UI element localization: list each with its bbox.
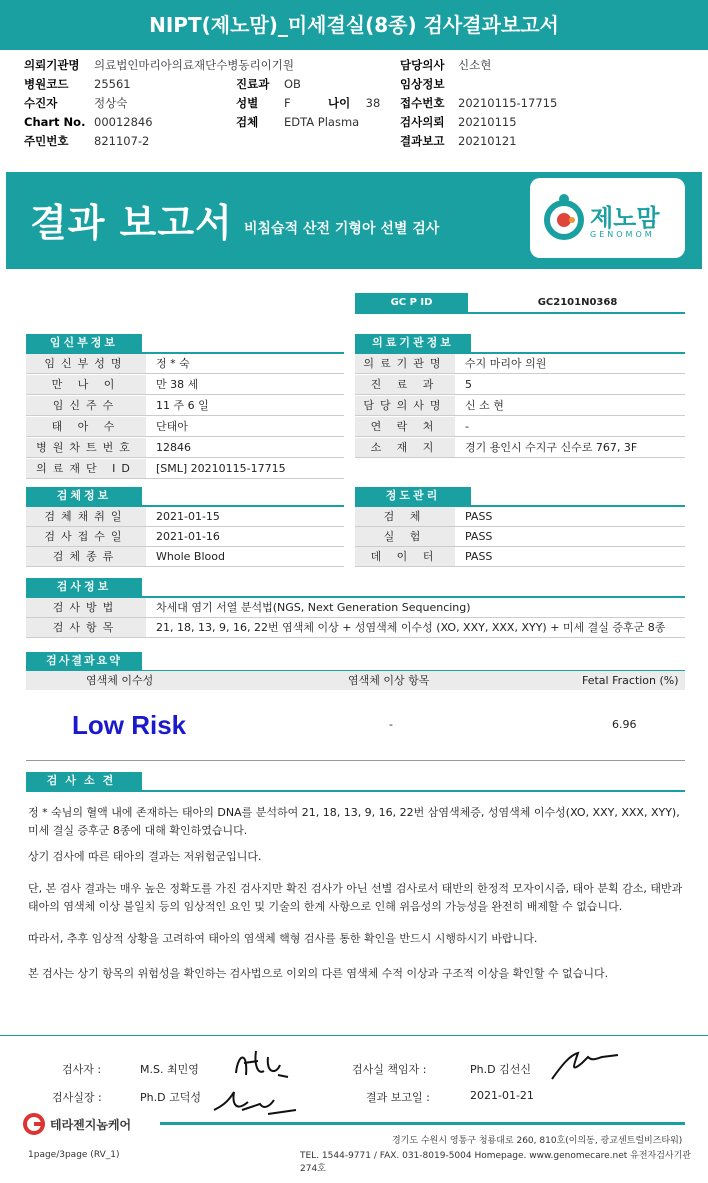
tester-signature xyxy=(228,1045,292,1085)
header-field-value: OB xyxy=(284,77,301,91)
preg-row-label: 병원차트번호 xyxy=(26,438,146,457)
preg-title: 임신부정보 xyxy=(26,334,142,352)
test-row-value: 21, 18, 13, 9, 16, 22번 염색체 이상 + 성염색체 이수성 (XO, XXY, XXX, XYY) + 미세 결실 증후군 8종 xyxy=(156,621,666,634)
tester-label: 검사자 : xyxy=(62,1063,102,1076)
header-field xyxy=(400,56,491,75)
summary-title: 검사결과요약 xyxy=(26,652,142,670)
header-field xyxy=(400,94,557,113)
specimen-row-value: Whole Blood xyxy=(156,550,225,563)
preg-row-label: 임신부성명 xyxy=(26,354,146,373)
header-field xyxy=(24,56,294,75)
inst-row-value: 5 xyxy=(465,378,472,391)
preg-row-value: 정 * 숙 xyxy=(156,357,190,370)
header-field xyxy=(24,94,127,113)
header-field-label: Chart No. xyxy=(24,115,86,129)
inst-row-value: 신 소 현 xyxy=(465,399,504,412)
finding-para-1: 정 * 숙님의 혈액 내에 존재하는 태아의 DNA를 분석하여 21, 18, 13, 9, 16, 22번 삼염색체증, 성염색체 이수성(XO, XXY, XXX, XYY), 미세 결실 증후군 8종에 대해 확인하였습니다. xyxy=(28,806,680,837)
preg-row-label: 태 아 수 xyxy=(26,417,146,436)
finding-para-3: 단, 본 검사 결과는 매우 높은 정확도를 가진 검사지만 확진 검사가 아닌 선별 검사로서 태반의 한정적 모자이시즘, 태아 분획 감소, 태반과 태아의 염색체 이상 불일치 등의 임상적인 요인 및 기술의 한계 사항으로 인해 위음성의 가능성을 완전히 배제할 수 없습니다. xyxy=(28,882,683,913)
inst-row-label: 소 재 지 xyxy=(355,438,455,457)
header-field-value: EDTA Plasma xyxy=(284,115,360,129)
header-field-label: 결과보고 xyxy=(400,134,445,148)
preg-row-label: 만 나 이 xyxy=(26,375,146,394)
specimen-row-label: 검체종류 xyxy=(26,547,146,566)
header-field-value: 00012846 xyxy=(94,115,153,129)
preg-row-value: 만 38 세 xyxy=(156,378,199,391)
preg-row-value: 11 주 6 일 xyxy=(156,399,209,412)
lab-head-name: Ph.D 고덕성 xyxy=(140,1091,201,1104)
header-field xyxy=(236,113,359,132)
header-field xyxy=(236,94,291,113)
preg-row-label: 의료재단 ID xyxy=(26,459,146,478)
inst-row-label: 담당의사명 xyxy=(355,396,455,415)
inst-row-value: 경기 용인시 수지구 신수로 767, 3F xyxy=(465,441,638,454)
header-field xyxy=(400,113,517,132)
report-date-label: 결과 보고일 : xyxy=(366,1091,430,1104)
test-title: 검사정보 xyxy=(26,578,142,596)
preg-row-value: [SML] 20210115-17715 xyxy=(156,462,286,475)
tester-name: M.S. 최민영 xyxy=(140,1063,199,1076)
banner-title: 결과 보고서 xyxy=(30,201,233,245)
specimen-row-value: 2021-01-16 xyxy=(156,530,220,543)
header-field xyxy=(400,75,458,94)
qc-row-value: PASS xyxy=(465,510,493,523)
header-field xyxy=(400,132,517,151)
specimen-row-label: 검사접수일 xyxy=(26,527,146,546)
header-field-value: 정상숙 xyxy=(94,96,128,110)
header-field-label: 의뢰기관명 xyxy=(24,58,80,72)
footer-address: 경기도 수원시 영통구 청룡대로 260, 810호(이의동, 광교센트럴비즈타워) xyxy=(392,1136,683,1146)
genomom-logo xyxy=(530,178,685,258)
lab-lead-label: 검사실 책임자 : xyxy=(352,1063,427,1076)
result-abnormal: - xyxy=(389,718,393,731)
header-field-value: 821107-2 xyxy=(94,134,150,148)
test-row-label: 검사방법 xyxy=(26,598,146,617)
header-field-value: 25561 xyxy=(94,77,131,91)
finding-para-2: 상기 검사에 따른 태아의 결과는 저위험군입니다. xyxy=(28,850,262,863)
header-field-label: 병원코드 xyxy=(24,77,69,91)
report-title: NIPT(제노맘)_미세결실(8종) 검사결과보고서 xyxy=(0,0,708,50)
header-field-value: 신소현 xyxy=(458,58,492,72)
inst-row-label: 연 락 처 xyxy=(355,417,455,436)
header-field-label: 검체 xyxy=(236,115,259,129)
lab-lead-signature xyxy=(548,1045,622,1085)
header-field-label: 주민번호 xyxy=(24,134,69,148)
logo-text-en: GENOMOM xyxy=(590,230,655,239)
company-name: 테라젠지놈케어 xyxy=(50,1118,132,1132)
qc-row-value: PASS xyxy=(465,530,493,543)
specimen-row-value: 2021-01-15 xyxy=(156,510,220,523)
header-field-label: 수진자 xyxy=(24,96,58,110)
banner-subtitle: 비침습적 산전 기형아 선별 검사 xyxy=(244,221,440,237)
page-number: 1page/3page (RV_1) xyxy=(28,1150,120,1160)
summary-col-aneuploidy: 염색체 이수성 xyxy=(86,674,154,687)
header-field xyxy=(24,132,149,151)
finding-para-5: 본 검사는 상기 항목의 위험성을 확인하는 검사법으로 이외의 다른 염색체 수적 이상과 구조적 이상을 확인할 수 없습니다. xyxy=(28,967,609,980)
logo-text-ko: 제노맘 xyxy=(590,204,660,232)
findings-title: 검사소견 xyxy=(26,772,142,790)
header-field-label: 성별 xyxy=(236,96,259,110)
header-field-value: 20210121 xyxy=(458,134,517,148)
header-field xyxy=(24,75,131,94)
qc-row-label: 데 이 터 xyxy=(355,547,455,566)
qc-title: 정도관리 xyxy=(355,487,471,505)
preg-row-value: 12846 xyxy=(156,441,191,454)
inst-row-value: 수지 마리아 의원 xyxy=(465,357,547,370)
specimen-title: 검체정보 xyxy=(26,487,142,505)
specimen-row-label: 검체채취일 xyxy=(26,507,146,526)
qc-row-label: 검 체 xyxy=(355,507,455,526)
header-field xyxy=(236,75,301,94)
header-field xyxy=(24,113,153,132)
footer-contact: TEL. 1544-9771 / FAX. 031-8019-5004 Homepage. www.genomecare.net 유전자검사기관 274호 xyxy=(300,1151,691,1174)
report-date-value: 2021-01-21 xyxy=(470,1089,534,1102)
test-row-value: 차세대 염기 서열 분석법(NGS, Next Generation Sequencing) xyxy=(156,601,471,614)
summary-header xyxy=(26,671,685,690)
inst-row-label: 의료기관명 xyxy=(355,354,455,373)
lab-lead-name: Ph.D 김선신 xyxy=(470,1063,531,1076)
header-field-value: 20210115-17715 xyxy=(458,96,558,110)
result-ff: 6.96 xyxy=(612,718,637,731)
result-risk: Low Risk xyxy=(72,710,187,740)
genomom-logo-icon xyxy=(542,192,586,240)
gcpid-label: GC P ID xyxy=(355,293,468,312)
inst-row-label: 진 료 과 xyxy=(355,375,455,394)
lab-head-label: 검사실장 : xyxy=(52,1091,102,1104)
finding-para-4: 따라서, 추후 임상적 상황을 고려하여 태아의 염색체 핵형 검사를 통한 확인을 반드시 시행하시기 바랍니다. xyxy=(28,932,538,945)
inst-title: 의료기관정보 xyxy=(355,334,471,352)
gcpid-value: GC2101N0368 xyxy=(470,293,685,314)
summary-col-abnormal: 염색체 이상 항목 xyxy=(348,674,430,687)
header-field-value: F xyxy=(284,96,291,110)
header-field-label: 접수번호 xyxy=(400,96,445,110)
qc-row-label: 실 험 xyxy=(355,527,455,546)
inst-row-value: - xyxy=(465,420,469,433)
header-field-label: 진료과 xyxy=(236,77,270,91)
header-field-value: 의료법인마리아의료재단수병동리이기원 xyxy=(94,58,294,72)
qc-row-value: PASS xyxy=(465,550,493,563)
header-age: 나이 38 xyxy=(328,96,381,110)
preg-row-label: 임신주수 xyxy=(26,396,146,415)
test-row-label: 검사항목 xyxy=(26,618,146,637)
header-field-label: 담당의사 xyxy=(400,58,445,72)
lab-head-signature xyxy=(208,1080,300,1120)
header-field-label: 임상정보 xyxy=(400,77,445,91)
preg-row-value: 단태아 xyxy=(156,420,188,433)
summary-col-ff: Fetal Fraction (%) xyxy=(582,674,679,687)
header-field-label: 검사의뢰 xyxy=(400,115,445,129)
company-logo-icon xyxy=(22,1112,46,1136)
header-field-value: 20210115 xyxy=(458,115,517,129)
